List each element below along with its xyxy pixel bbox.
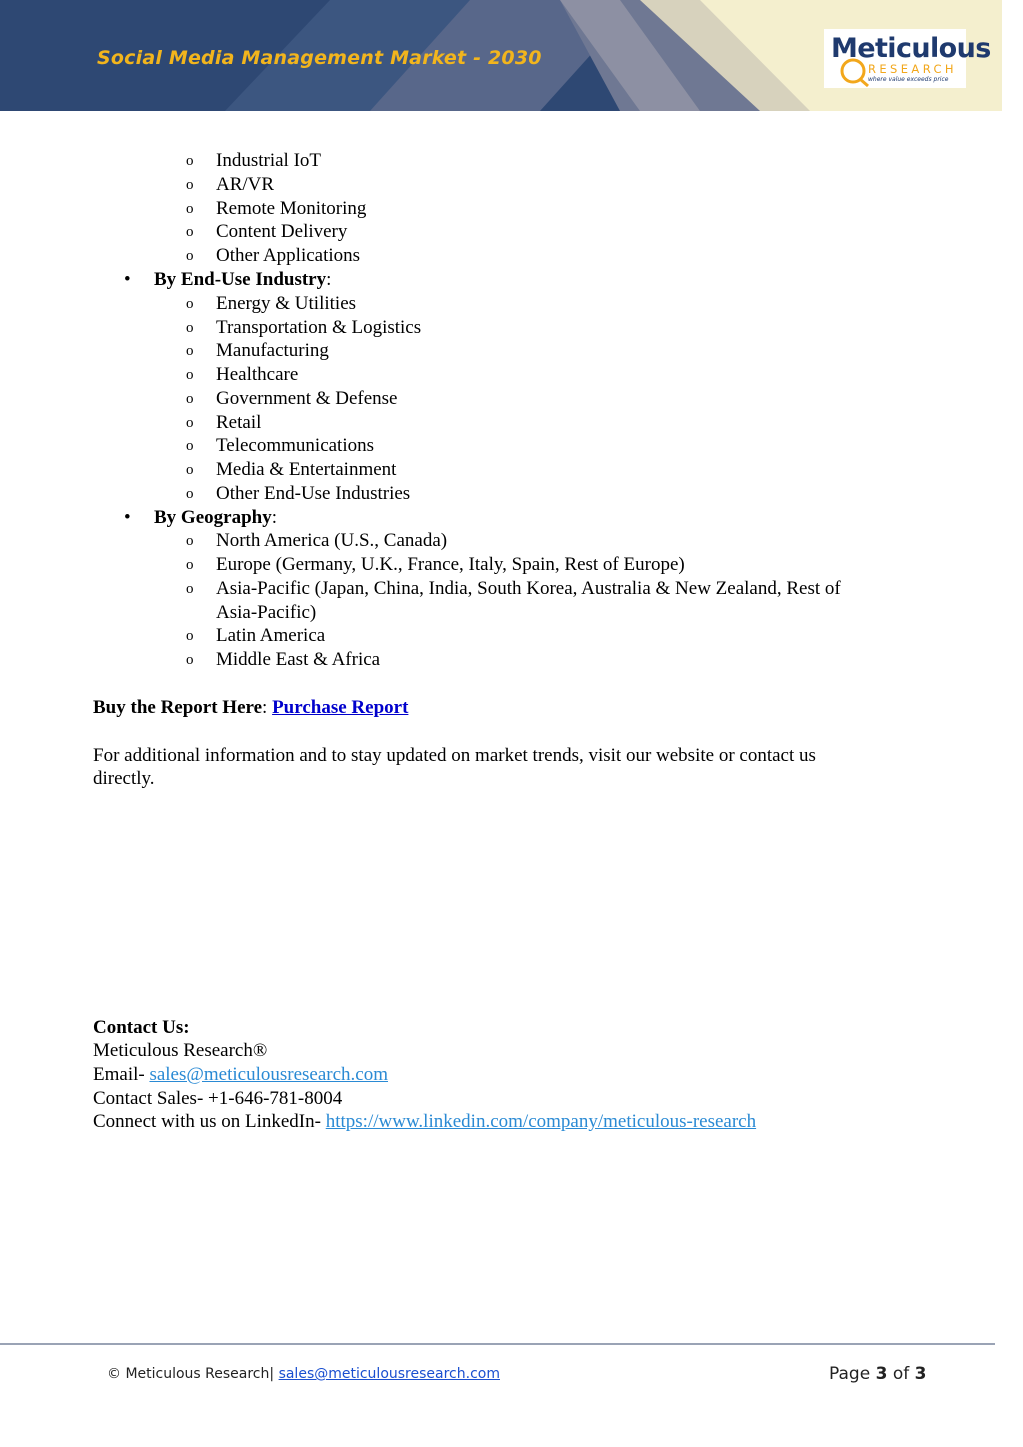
list-item: Latin America	[216, 625, 326, 646]
circle-bullet-icon: o	[186, 581, 194, 597]
logo-tagline: where value exceeds price	[868, 76, 949, 83]
list-item: Europe (Germany, U.K., France, Italy, Spain, Rest of Europe)	[216, 554, 685, 575]
logo-subword: RESEARCH	[868, 62, 957, 76]
buy-report-line: Buy the Report Here: Purchase Report	[93, 697, 409, 718]
circle-bullet-icon: o	[186, 320, 194, 336]
list-item: Media & Entertainment	[216, 459, 397, 480]
list-item-continuation: Asia-Pacific)	[216, 602, 317, 623]
contact-company: Meticulous Research®	[93, 1040, 268, 1061]
company-logo	[824, 29, 991, 88]
circle-bullet-icon: o	[186, 201, 194, 217]
circle-bullet-icon: o	[186, 343, 194, 359]
disc-bullet-icon: •	[124, 507, 131, 528]
logo-word: Meticulous	[831, 33, 991, 64]
circle-bullet-icon: o	[186, 628, 194, 644]
list-item: North America (U.S., Canada)	[216, 530, 448, 551]
list-item: AR/VR	[216, 174, 275, 195]
list-item: Transportation & Logistics	[216, 317, 422, 338]
contact-heading: Contact Us:	[93, 1017, 190, 1038]
contact-email-link[interactable]: sales@meticulousresearch.com	[149, 1064, 389, 1085]
circle-bullet-icon: o	[186, 248, 194, 264]
circle-bullet-icon: o	[186, 296, 194, 312]
circle-bullet-icon: o	[186, 177, 194, 193]
list-item: Asia-Pacific (Japan, China, India, South Korea, Australia & New Zealand, Rest of	[216, 578, 841, 599]
circle-bullet-icon: o	[186, 391, 194, 407]
linkedin-link[interactable]: https://www.linkedin.com/company/meticulous-research	[325, 1111, 757, 1132]
list-item: Telecommunications	[216, 435, 375, 456]
list-item: Retail	[216, 412, 262, 433]
footer-email-link[interactable]: sales@meticulousresearch.com	[278, 1366, 500, 1382]
circle-bullet-icon: o	[186, 486, 194, 502]
header-banner	[0, 0, 1002, 111]
contact-sales: Contact Sales- +1-646-781-8004	[93, 1088, 343, 1109]
list-item: Government & Defense	[216, 388, 398, 409]
list-item: Content Delivery	[216, 221, 348, 242]
circle-bullet-icon: o	[186, 415, 194, 431]
contact-email-line: Email- sales@meticulousresearch.com	[93, 1064, 389, 1085]
circle-bullet-icon: o	[186, 462, 194, 478]
list-item: Industrial IoT	[216, 150, 322, 171]
circle-bullet-icon: o	[186, 652, 194, 668]
banner-title: Social Media Management Market - 2030	[97, 47, 542, 69]
footer-copyright: © Meticulous Research| sales@meticulousresearch.com	[107, 1366, 500, 1382]
contact-linkedin-line: Connect with us on LinkedIn- https://www.linkedin.com/company/meticulous-research	[93, 1111, 757, 1132]
list-item: Other End-Use Industries	[216, 483, 411, 504]
circle-bullet-icon: o	[186, 557, 194, 573]
disc-bullet-icon: •	[124, 269, 131, 290]
footer-divider	[0, 1343, 995, 1345]
list-item: Middle East & Africa	[216, 649, 381, 670]
circle-bullet-icon: o	[186, 224, 194, 240]
section-heading-geography: By Geography:	[154, 507, 277, 528]
circle-bullet-icon: o	[186, 438, 194, 454]
page-number: Page 3 of 3	[829, 1364, 927, 1384]
purchase-report-link[interactable]: Purchase Report	[272, 697, 409, 718]
list-item: Remote Monitoring	[216, 198, 367, 219]
info-paragraph-line-2: directly.	[93, 768, 155, 789]
list-item: Energy & Utilities	[216, 293, 357, 314]
list-item: Other Applications	[216, 245, 361, 266]
circle-bullet-icon: o	[186, 153, 194, 169]
section-heading-end-use: By End-Use Industry:	[154, 269, 332, 290]
circle-bullet-icon: o	[186, 533, 194, 549]
list-item: Manufacturing	[216, 340, 329, 361]
list-item: Healthcare	[216, 364, 299, 385]
info-paragraph-line-1: For additional information and to stay updated on market trends, visit our website or contact us	[93, 745, 816, 766]
circle-bullet-icon: o	[186, 367, 194, 383]
